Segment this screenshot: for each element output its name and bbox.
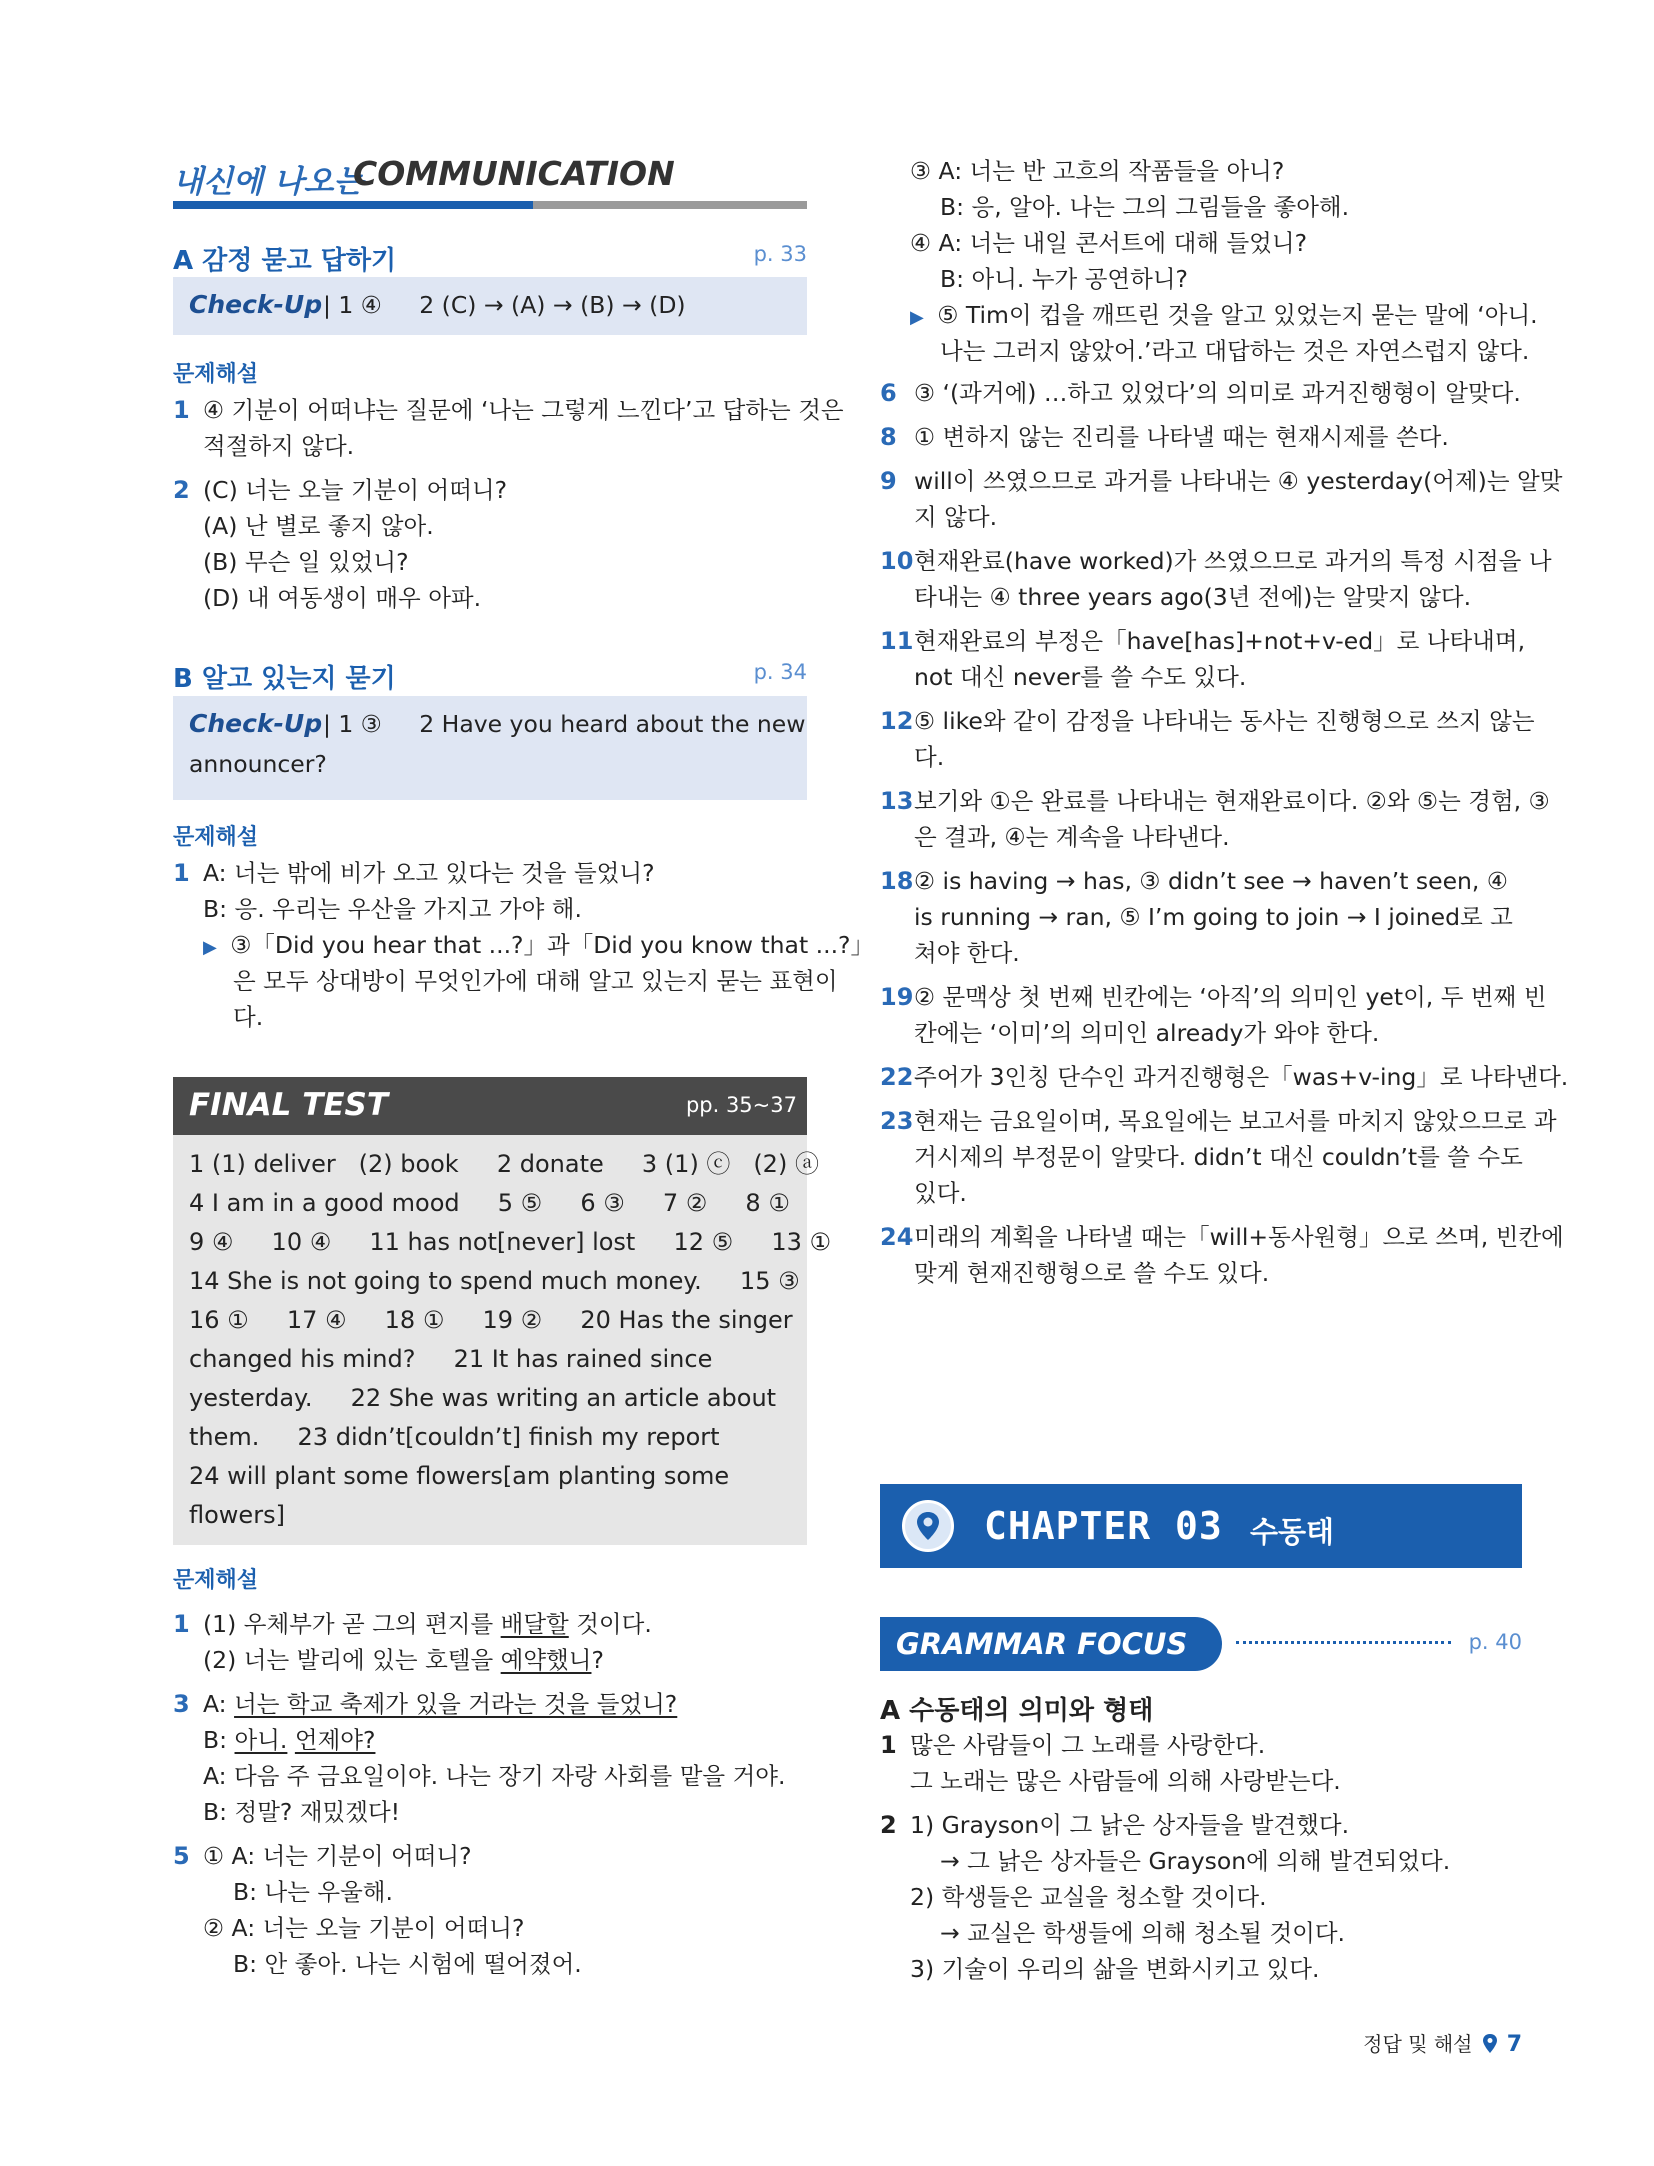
section-a-title: A 감정 묻고 답하기 [173,246,397,276]
explain-item-line: 은 결과, ④는 계속을 나타낸다. [914,823,1230,851]
ft-item-5-line-4: B: 안 좋아. 나는 시험에 떨어졌어. [233,1950,582,1978]
gf-item-2-line-3: 2) 학생들은 교실을 청소할 것이다. [910,1883,1267,1911]
explain-item-line: 주어가 3인칭 단수인 과거진행형은「was+v-ing」로 나타낸다. [914,1063,1569,1091]
ft-item-3-underlined-b2: 언제야? [294,1726,376,1754]
a-item-1-number: 1 [173,396,190,424]
ft-item-1-text-e: ? [591,1646,604,1674]
ft-item-3-line-1 [203,1689,677,1719]
triangle-bullet-icon: ▶ [203,937,217,958]
ft-item-1-text-d: (2) 너는 발리에 있는 호텔을 [203,1646,501,1674]
ft-item-3-line-3: A: 다음 주 금요일이야. 나는 장기 자랑 사회를 맡을 거야. [203,1762,786,1790]
cont-line-3: ④ A: 너는 내일 콘서트에 대해 들었니? [910,229,1308,257]
explain-item-line: 현재완료(have worked)가 쓰였으므로 과거의 특정 시점을 나 [914,547,1552,575]
gf-item-2-line-4: → 교실은 학생들에 의해 청소될 것이다. [940,1919,1346,1947]
checkup-a-label: Check-Up [189,290,323,319]
b-item-1-line-2: B: 응. 우리는 우산을 가지고 가야 해. [203,895,582,923]
answer-line: changed his mind? 21 It has rained since [189,1345,713,1373]
cont-note: ⑤ Tim이 컵을 깨뜨린 것을 알고 있었는지 묻는 말에 ‘아니. [937,301,1538,329]
footer-text: 정답 및 해설 [1363,2032,1473,2056]
communication-heading [173,152,807,212]
answer-line: 4 I am in a good mood 5 ⑤ 6 ③ 7 ② 8 ① [189,1189,790,1217]
footer-pin-icon [1482,2034,1498,2058]
answer-line: 24 will plant some flowers[am planting some [189,1462,730,1490]
b-item-1-note: ③「Did you hear that ...?」과「Did you know that ...?」 [230,931,875,959]
checkup-b-label: Check-Up [189,709,323,738]
ft-item-3-underlined: 너는 학교 축제가 있을 거라는 것을 들었니? [234,1690,678,1718]
explain-item-line: will이 쓰였으므로 과거를 나타내는 ④ yesterday(어제)는 알맞 [914,467,1563,495]
final-test-page-ref: pp. 35~37 [685,1093,797,1117]
page-footer [1363,2028,1522,2058]
explain-item-number: 8 [880,423,897,451]
final-test-answers-box [173,1135,831,1545]
final-test-title: FINAL TEST [189,1087,388,1123]
final-test-header [173,1077,807,1135]
explain-item-number: 6 [880,379,897,407]
ft-item-3-line-4: B: 정말? 재밌겠다! [203,1798,401,1826]
answer-line: 9 ④ 10 ④ 11 has not[never] lost 12 ⑤ 13 ① [189,1228,831,1256]
b-item-1-line-5: 다. [233,1003,264,1031]
gf-item-1-line-2: 그 노래는 많은 사람들에 의해 사랑받는다. [910,1767,1341,1795]
a-item-1-line-1: ④ 기분이 어떠냐는 질문에 ‘나는 그렇게 느낀다’고 답하는 것은 [203,396,844,424]
b-item-1-line-3 [203,930,874,963]
ft-item-3-underlined-b1: 아니. [234,1726,288,1754]
explain-item-line: 미래의 계획을 나타낼 때는「will+동사원형」으로 쓰며, 빈칸에 [914,1223,1564,1251]
explain-item-number: 12 [880,707,914,735]
section-a-page-ref: p. 33 [753,242,807,266]
cont-line-4: B: 아니. 누가 공연하니? [940,265,1188,293]
explain-item-number: 10 [880,547,914,575]
answer-line: flowers] [189,1501,285,1529]
explain-item-line: ② 문맥상 첫 번째 빈칸에는 ‘아직’의 의미인 yet이, 두 번째 빈 [914,983,1547,1011]
b-item-1-line-1: A: 너는 밖에 비가 오고 있다는 것을 들었니? [203,859,655,887]
explain-item-line: 현재완료의 부정은「have[has]+not+v-ed」로 나타내며, [914,627,1526,655]
explain-label-final: 문제해설 [173,1568,259,1593]
grammar-focus-page-ref: p. 40 [1468,1630,1522,1654]
answer-line: 16 ① 17 ④ 18 ① 19 ② 20 Has the singer [189,1306,793,1334]
b-item-1-line-4: 은 모두 상대방이 무엇인가에 대해 알고 있는지 묻는 표현이 [233,967,838,995]
explain-item-line: ① 변하지 않는 진리를 나타낼 때는 현재시제를 쓴다. [914,423,1449,451]
explain-item-line: ② is having → has, ③ didn’t see → haven’t seen, ④ [914,867,1508,895]
a-item-2-line-1: (C) 너는 오늘 기분이 어떠니? [203,476,508,504]
grammar-focus-title: GRAMMAR FOCUS [896,1627,1188,1661]
section-b-page-ref: p. 34 [753,660,807,684]
grammar-focus-dots [1236,1641,1451,1644]
explain-item-number: 22 [880,1063,914,1091]
ft-item-1-underlined-2: 예약했니 [500,1646,592,1674]
cont-line-2: B: 응, 알아. 나는 그의 그림들을 좋아해. [940,193,1350,221]
explain-item-line: 쳐야 한다. [914,939,1020,967]
explain-item-line: 칸에는 ‘이미’의 의미인 already가 와야 한다. [914,1019,1380,1047]
explain-item-number: 24 [880,1223,914,1251]
ft-item-5-number: 5 [173,1842,190,1870]
ft-item-3-number: 3 [173,1690,190,1718]
explain-item-number: 18 [880,867,914,895]
explain-item-line: ⑤ like와 같이 감정을 나타내는 동사는 진행형으로 쓰지 않는 [914,707,1535,735]
gf-item-1-line-1: 많은 사람들이 그 노래를 사랑한다. [910,1731,1266,1759]
map-pin-icon [902,1500,954,1552]
a-item-2-line-3: (B) 무슨 일 있었니? [203,548,409,576]
gf-item-2-line-5: 3) 기술이 우리의 삶을 변화시키고 있다. [910,1955,1320,1983]
answer-line: yesterday. 22 She was writing an article about [189,1384,777,1412]
triangle-bullet-icon: ▶ [910,307,924,328]
gf-item-2-number: 2 [880,1811,897,1839]
footer-page-number: 7 [1506,2032,1522,2057]
a-item-1-line-2: 적절하지 않다. [203,432,355,460]
a-item-2-line-2: (A) 난 별로 좋지 않아. [203,512,434,540]
chapter-banner [880,1484,1522,1568]
explain-item-number: 9 [880,467,897,495]
ft-item-1-number: 1 [173,1610,190,1638]
explain-item-line: 타내는 ④ three years ago(3년 전에)는 알맞지 않다. [914,583,1472,611]
answer-line: 14 She is not going to spend much money. 15 ③ [189,1267,800,1295]
a-item-2-line-4: (D) 내 여동생이 매우 아파. [203,584,482,612]
explain-item-line: 맞게 현재진행형으로 쓸 수도 있다. [914,1259,1270,1287]
gf-item-2-line-2: → 그 낡은 상자들은 Grayson에 의해 발견되었다. [940,1847,1451,1875]
explain-item-line: not 대신 never를 쓸 수도 있다. [914,663,1247,691]
explain-item-line: 거시제의 부정문이 알맞다. didn’t 대신 couldn’t를 쓸 수도 [914,1143,1523,1171]
ft-item-5-line-1: ① A: 너는 기분이 어떠니? [203,1842,472,1870]
explain-item-line: is running → ran, ⑤ I’m going to join → I joined로 고 [914,903,1513,931]
communication-prefix: 내신에 나오는 [173,164,364,200]
checkup-b-answers: | 1 ③ 2 Have you heard about the new [323,710,806,738]
heading-underline-blue [173,201,533,209]
ft-item-5-line-3: ② A: 너는 오늘 기분이 어떠니? [203,1914,525,1942]
explain-item-line: 있다. [914,1179,967,1207]
grammar-focus-badge [880,1617,1222,1671]
answer-line: them. 23 didn’t[couldn’t] finish my report [189,1423,720,1451]
chapter-label: CHAPTER 03 [984,1504,1223,1548]
communication-title: COMMUNICATION [353,154,675,193]
checkup-b-answers-cont: announcer? [189,750,327,778]
gf-item-2-line-1: 1) Grayson이 그 낡은 상자들을 발견했다. [910,1811,1350,1839]
explain-item-line: ③ ‘(과거에) …하고 있었다’의 의미로 과거진행형이 알맞다. [914,379,1521,407]
explain-item-number: 23 [880,1107,914,1135]
checkup-b-box [173,696,807,800]
ft-item-3-space [287,1726,294,1754]
b-item-1-number: 1 [173,859,190,887]
explain-label-b: 문제해설 [173,825,259,850]
chapter-subject: 수동태 [1250,1515,1335,1549]
explain-item-number: 19 [880,983,914,1011]
a-item-2-number: 2 [173,476,190,504]
explain-item-number: 11 [880,627,914,655]
ft-item-1-text-a: (1) 우체부가 곧 그의 편지를 [203,1610,501,1638]
ft-item-1-text-c: 것이다. [568,1610,652,1638]
heading-underline-gray [533,201,807,209]
answer-line: 1 (1) deliver (2) book 2 donate 3 (1) ⓒ (2) ⓐ [189,1150,819,1178]
section-b-title: B 알고 있는지 묻기 [173,664,396,694]
cont-line-6: 나는 그러지 않았어.’라고 대답하는 것은 자연스럽지 않다. [940,337,1530,365]
ft-item-1-line-2 [203,1645,604,1675]
ft-item-1-line-1 [203,1609,652,1639]
explain-item-line: 보기와 ①은 완료를 나타내는 현재완료이다. ②와 ⑤는 경험, ③ [914,787,1550,815]
explain-label-a: 문제해설 [173,362,259,387]
cont-line-5 [910,300,1538,333]
ft-item-3-speaker-a: A: [203,1690,235,1718]
ft-item-3-speaker-b: B: [203,1726,235,1754]
gf-section-a-title: A 수동태의 의미와 형태 [880,1696,1154,1726]
checkup-a-answers: | 1 ④ 2 (C) → (A) → (B) → (D) [323,291,686,319]
explain-item-line: 다. [914,743,945,771]
explain-item-number: 13 [880,787,914,815]
ft-item-5-line-2: B: 나는 우울해. [233,1878,393,1906]
gf-item-1-number: 1 [880,1731,897,1759]
explain-item-line: 현재는 금요일이며, 목요일에는 보고서를 마치지 않았으므로 과 [914,1107,1557,1135]
cont-line-1: ③ A: 너는 반 고흐의 작품들을 아니? [910,157,1285,185]
explain-item-line: 지 않다. [914,503,998,531]
ft-item-1-underlined: 배달할 [500,1610,569,1638]
checkup-a-box [173,277,807,335]
ft-item-3-line-2 [203,1725,375,1755]
